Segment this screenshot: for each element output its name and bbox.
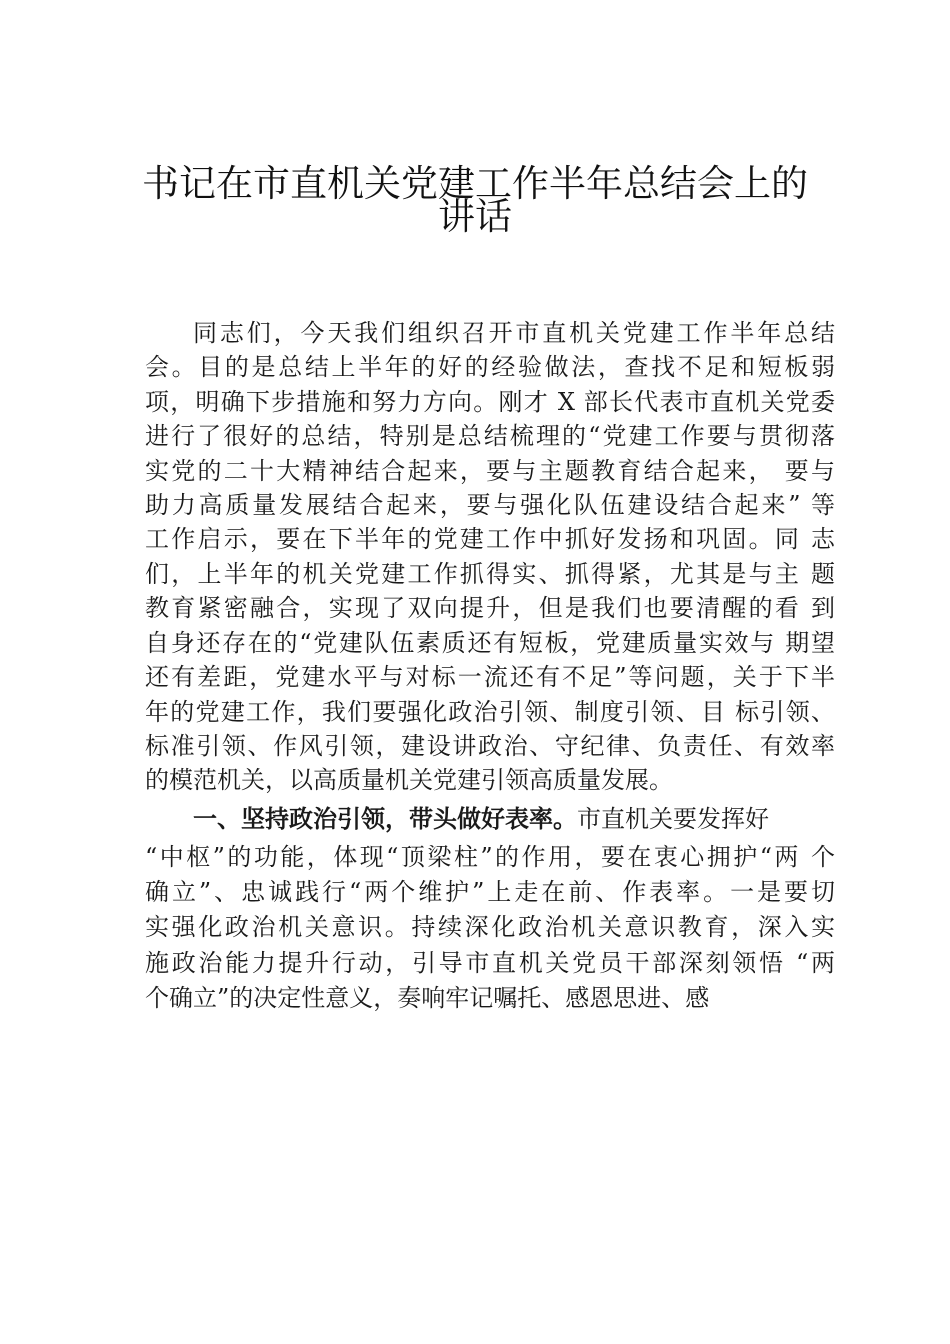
text-line: 还有差距，党建水平与对标一流还有不足”等问题，关于下半 bbox=[145, 663, 835, 691]
text-line: 助力高质量发展结合起来，要与强化队伍建设结合起来” 等 bbox=[145, 491, 835, 519]
text-line: 个确立”的决定性意义，奏响牢记嘱托、感恩思进、感 bbox=[145, 984, 710, 1012]
text-line: 会。目的是总结上半年的好的经验做法，查找不足和短板弱 bbox=[145, 353, 835, 381]
document-title-line-2: 讲话 bbox=[438, 195, 512, 238]
text-line: 同志们，今天我们组织召开市直机关党建工作半年总结 bbox=[193, 319, 835, 347]
text-line: 实党的二十大精神结合起来，要与主题教育结合起来， 要与 bbox=[145, 457, 835, 485]
text-line: 们，上半年的机关党建工作抓得实、抓得紧，尤其是与主 题 bbox=[145, 560, 835, 588]
text-line: 教育紧密融合，实现了双向提升，但是我们也要清醒的看 到 bbox=[145, 594, 835, 622]
text-line: “中枢”的功能，体现“顶梁柱”的作用，要在衷心拥护“两 个 bbox=[145, 843, 835, 871]
text-line: 确立”、忠诚践行“两个维护”上走在前、作表率。一是要切 bbox=[145, 878, 835, 906]
text-line: 施政治能力提升行动，引导市直机关党员干部深刻领悟 “两 bbox=[145, 949, 835, 977]
text-line: 的模范机关，以高质量机关党建引领高质量发展。 bbox=[145, 766, 673, 794]
section-heading: 一、坚持政治引领，带头做好表率。 bbox=[193, 805, 577, 833]
text-line: 标准引领、作风引领，建设讲政治、守纪律、负责任、有效率 bbox=[145, 732, 835, 760]
section-heading-continuation: 市直机关要发挥好 bbox=[577, 805, 769, 833]
text-line: 项，明确下步措施和努力方向。刚才 X 部长代表市直机关党委 bbox=[145, 388, 835, 416]
text-line: 进行了很好的总结，特别是总结梳理的“党建工作要与贯彻落 bbox=[145, 422, 835, 450]
text-line: 年的党建工作，我们要强化政治引领、制度引领、目 标引领、 bbox=[145, 698, 835, 726]
text-line: 实强化政治机关意识。持续深化政治机关意识教育，深入实 bbox=[145, 913, 835, 941]
text-line: 工作启示，要在下半年的党建工作中抓好发扬和巩固。同 志 bbox=[145, 525, 835, 553]
text-line: 自身还存在的“党建队伍素质还有短板，党建质量实效与 期望 bbox=[145, 629, 835, 657]
document-title-line-1: 书记在市直机关党建工作半年总结会上的 bbox=[142, 162, 808, 205]
section-heading-line bbox=[193, 802, 835, 836]
